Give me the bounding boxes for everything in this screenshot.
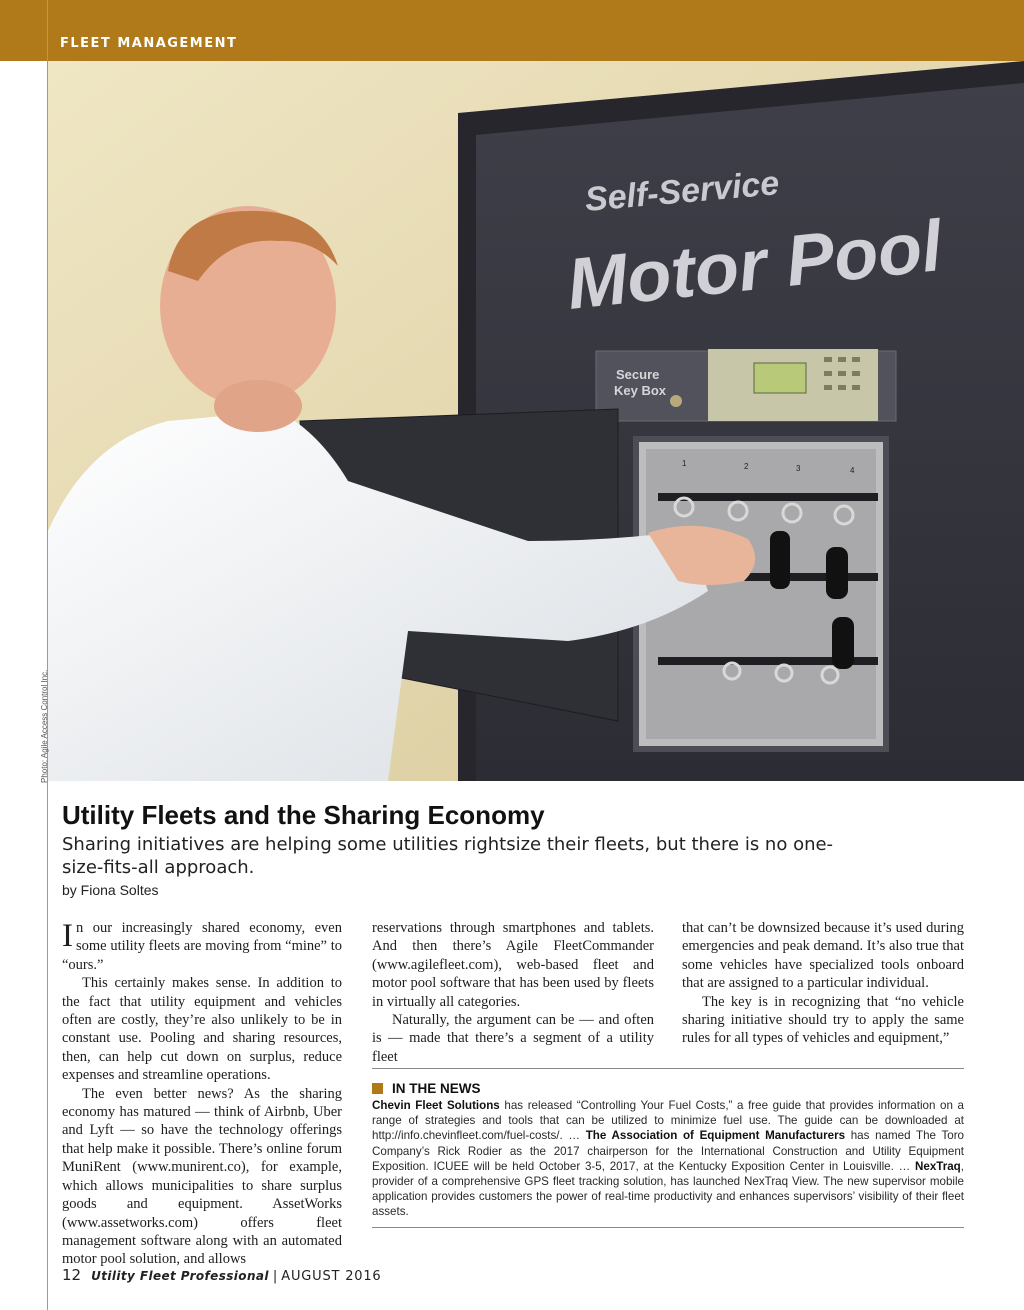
page-footer bbox=[62, 1266, 382, 1284]
in-the-news-box bbox=[372, 1068, 964, 1228]
slot-number-3: 3 bbox=[796, 464, 801, 473]
page-number: 12 bbox=[62, 1266, 82, 1284]
news-heading bbox=[372, 1081, 964, 1096]
drop-cap: I bbox=[62, 918, 73, 954]
section-header-bar bbox=[0, 0, 1024, 61]
body-paragraph: Naturally, the argument can be — and often is — made that there’s a segment of a utility fleet bbox=[372, 1012, 654, 1065]
article-photo bbox=[48, 61, 1024, 781]
slot-number-1: 1 bbox=[682, 459, 687, 468]
lcd-display bbox=[754, 363, 806, 393]
sign-text-top: Self-Service bbox=[583, 164, 781, 219]
square-bullet-icon bbox=[372, 1083, 383, 1094]
body-paragraph: The even better news? As the sharing economy has matured — think of Airbnb, Uber and Lyft — so have the technology offerings that help make it possible. There’s online forum MuniRent (www.munirent.co), for example, which allows municipalities to share surplus goods and equipment. AssetWorks (www.assetworks.com) offers fleet management software along with an automated motor pool solution, and allows bbox=[62, 1085, 342, 1268]
news-company: The Association of Equipment Manufacturers bbox=[585, 1129, 846, 1143]
slot-number-4: 4 bbox=[850, 466, 855, 475]
section-label: FLEET MANAGEMENT bbox=[60, 36, 238, 51]
photo-credit: Photo: Agile Access Control Inc. bbox=[40, 669, 49, 783]
news-text: has released “Controlling Your Fuel Costs,” a free guide that provides information on a range of strategies and tools that can be utilized to minimize fuel use. The guide can be downloaded at http://info.chevinfleet.com/fuel-costs/. … bbox=[372, 1099, 964, 1143]
news-heading-text: IN THE NEWS bbox=[392, 1081, 481, 1096]
issue-date: AUGUST 2016 bbox=[281, 1269, 382, 1284]
magazine-name: Utility Fleet Professional bbox=[91, 1269, 269, 1283]
body-paragraph: The key is in recognizing that “no vehicle sharing initiative should try to apply the same rules for all types of vehicles and equipment,” bbox=[682, 993, 964, 1047]
body-paragraph: This certainly makes sense. In addition to the fact that utility equipment and vehicles often are costly, they’re also unlikely to be in constant use. Pooling and sharing resources, then, can help cut down on surplus, reduce expenses and streamline operations. bbox=[62, 975, 342, 1084]
news-text: , provider of a comprehensive GPS fleet tracking solution, has launched NexTraq View. The new supervisor mobile application provides customers the power of real-time productivity and enhances supervisors’ visibility of their fleet assets. bbox=[372, 1159, 964, 1219]
news-text: has named The Toro Company’s Rick Rodier as the 2017 chairperson for the International Construction and Utility Equipment Exposition. ICUEE will be held October 3-5, 2017, at the Kentucky Exposition Center in Louisville. … bbox=[372, 1129, 965, 1173]
body-column-2 bbox=[372, 919, 654, 1066]
body-column-3 bbox=[682, 919, 964, 1048]
slot-number-2: 2 bbox=[744, 462, 749, 471]
news-body bbox=[372, 1098, 964, 1220]
sign-text-main: Motor Pool bbox=[563, 206, 946, 325]
lock-icon bbox=[670, 395, 682, 407]
body-paragraph bbox=[62, 919, 342, 974]
motor-pool-photo-illustration bbox=[48, 61, 1024, 781]
news-company: Chevin Fleet Solutions bbox=[372, 1099, 500, 1112]
article-byline: by Fiona Soltes bbox=[62, 882, 159, 898]
paragraph-text: n our increasingly shared economy, even some utility fleets are moving from “mine” to “ours.” bbox=[62, 920, 342, 973]
box-label-keybox: Key Box bbox=[614, 383, 667, 398]
body-column-1 bbox=[62, 919, 342, 1269]
body-paragraph: that can’t be downsized because it’s used during emergencies and peak demand. It’s also true that some vehicles have specialized tools onboard that are assigned to a particular individual. bbox=[682, 920, 964, 992]
footer-separator: | bbox=[272, 1269, 278, 1284]
box-label-secure: Secure bbox=[616, 367, 660, 382]
news-company: NexTraq bbox=[915, 1159, 961, 1173]
article-headline: Utility Fleets and the Sharing Economy bbox=[62, 800, 545, 830]
article-deck: Sharing initiatives are helping some utilities rightsize their fleets, but there is no one-size-fits-all approach. bbox=[62, 834, 834, 878]
body-paragraph: reservations through smartphones and tablets. And then there’s Agile FleetCommander (www.agilefleet.com), web-based fleet and motor pool software that has been used by fleets in virtually all categories. bbox=[372, 920, 654, 1010]
